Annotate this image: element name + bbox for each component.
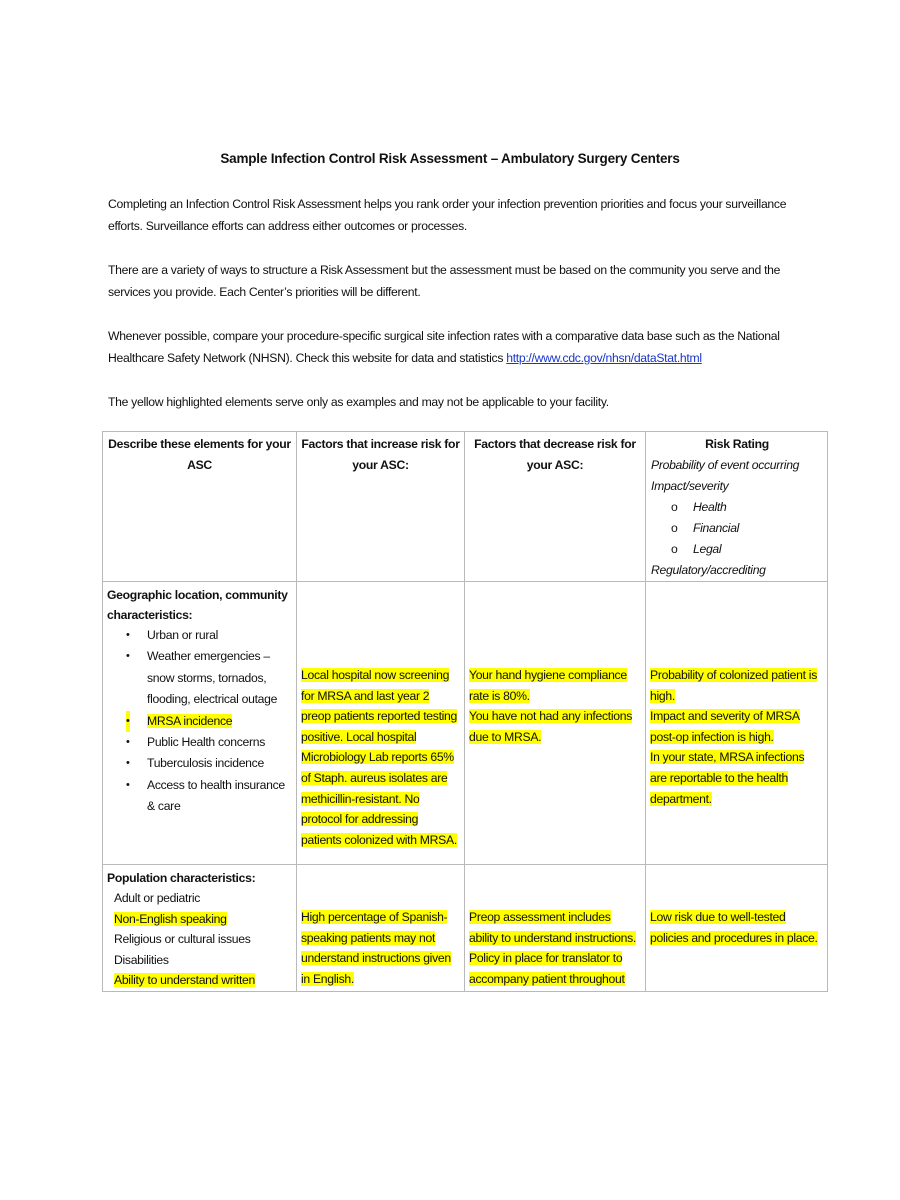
geographic-increase-text: Local hospital now screening for MRSA and last year 2 preop patients reported testing positive. Local hospital Microbiology Lab reports 65% of Staph. aureus isolates are methicillin-resistant. No protocol for addressing patients colonized with MRSA.	[301, 668, 458, 847]
table-header-row	[103, 432, 828, 582]
nhsn-paragraph-text: Whenever possible, compare your procedure-specific surgical site infection rates with a comparative data base such as the National Healthcare Safety Network (NHSN). Check this website for data and statistics	[108, 329, 780, 365]
population-increase-text: High percentage of Spanish-speaking patients may not understand instructions given in English.	[301, 910, 451, 986]
list-item: • Public Health concerns	[126, 735, 266, 750]
list-item: o Financial	[671, 521, 740, 535]
population-heading: Population characteristics:	[107, 871, 256, 885]
risk-rating-probability: Probability of event occurring	[651, 458, 800, 472]
cdc-nhsn-link[interactable]: http://www.cdc.gov/nhsn/dataStat.html	[506, 351, 702, 365]
geographic-rating-cell	[646, 582, 828, 865]
list-item: o Legal	[671, 542, 722, 556]
geographic-elements-cell	[103, 582, 297, 865]
impact-sublist	[651, 497, 823, 560]
header-decrease-risk: Factors that decrease risk for your ASC:	[465, 432, 646, 582]
geographic-heading: Geographic location, community characteristics:	[107, 588, 288, 622]
list-item: Religious or cultural issues	[114, 932, 251, 947]
header-risk-rating	[646, 432, 828, 582]
list-item: Adult or pediatric	[114, 891, 201, 905]
list-item: Ability to understand written	[114, 973, 256, 988]
list-item: • Weather emergencies – snow storms, tornados, flooding, electrical outage	[126, 649, 278, 707]
population-decrease-text-1: Preop assessment includes ability to understand instructions.	[469, 910, 636, 945]
list-item: • MRSA incidence	[147, 711, 292, 732]
population-decrease-text-2: Policy in place for translator to accompany patient throughout	[469, 951, 625, 986]
header-increase-risk: Factors that increase risk for your ASC:	[297, 432, 465, 582]
list-item: • Access to health insurance & care	[126, 777, 285, 814]
geographic-rating-text-1: Probability of colonized patient is high.	[650, 668, 817, 703]
list-item: • Tuberculosis incidence	[126, 756, 264, 771]
population-decrease-cell	[465, 865, 646, 992]
population-elements-cell	[103, 865, 297, 992]
population-rating-text: Low risk due to well-tested policies and procedures in place.	[650, 910, 818, 945]
list-item: o Health	[671, 500, 727, 514]
table-row	[103, 582, 828, 865]
geographic-rating-text-2: Impact and severity of MRSA post-op infection is high.	[650, 709, 800, 744]
list-item: • Urban or rural	[126, 628, 218, 642]
list-item: Disabilities	[114, 952, 169, 967]
nhsn-paragraph	[108, 325, 820, 369]
table-row	[103, 865, 828, 992]
risk-assessment-table	[102, 431, 828, 992]
risk-rating-title: Risk Rating	[705, 437, 769, 451]
geographic-decrease-text-1: Your hand hygiene compliance rate is 80%.	[469, 668, 627, 703]
risk-rating-regulatory: Regulatory/accrediting	[651, 563, 766, 577]
risk-rating-impact: Impact/severity	[651, 479, 729, 493]
list-item: Non-English speaking	[114, 911, 227, 926]
geographic-rating-text-3: In your state, MRSA infections are reportable to the health department.	[650, 750, 805, 806]
structure-paragraph: There are a variety of ways to structure a Risk Assessment but the assessment must be based on the community you serve and the services you provide. Each Center’s priorities will be different.	[108, 263, 781, 299]
geographic-increase-cell	[297, 582, 465, 865]
geographic-list	[107, 625, 292, 818]
document-title: Sample Infection Control Risk Assessment – Ambulatory Surgery Centers	[220, 151, 680, 166]
disclaimer-paragraph: The yellow highlighted elements serve only as examples and may not be applicable to your facility.	[108, 395, 609, 409]
geographic-decrease-text-2: You have not had any infections due to MRSA.	[469, 709, 633, 744]
population-increase-cell	[297, 865, 465, 992]
header-describe-elements: Describe these elements for your ASC	[103, 432, 297, 582]
population-rating-cell	[646, 865, 828, 992]
intro-paragraph: Completing an Infection Control Risk Assessment helps you rank order your infection prevention priorities and focus your surveillance efforts. Surveillance efforts can address either outcomes or processes.	[108, 197, 787, 233]
geographic-decrease-cell	[465, 582, 646, 865]
